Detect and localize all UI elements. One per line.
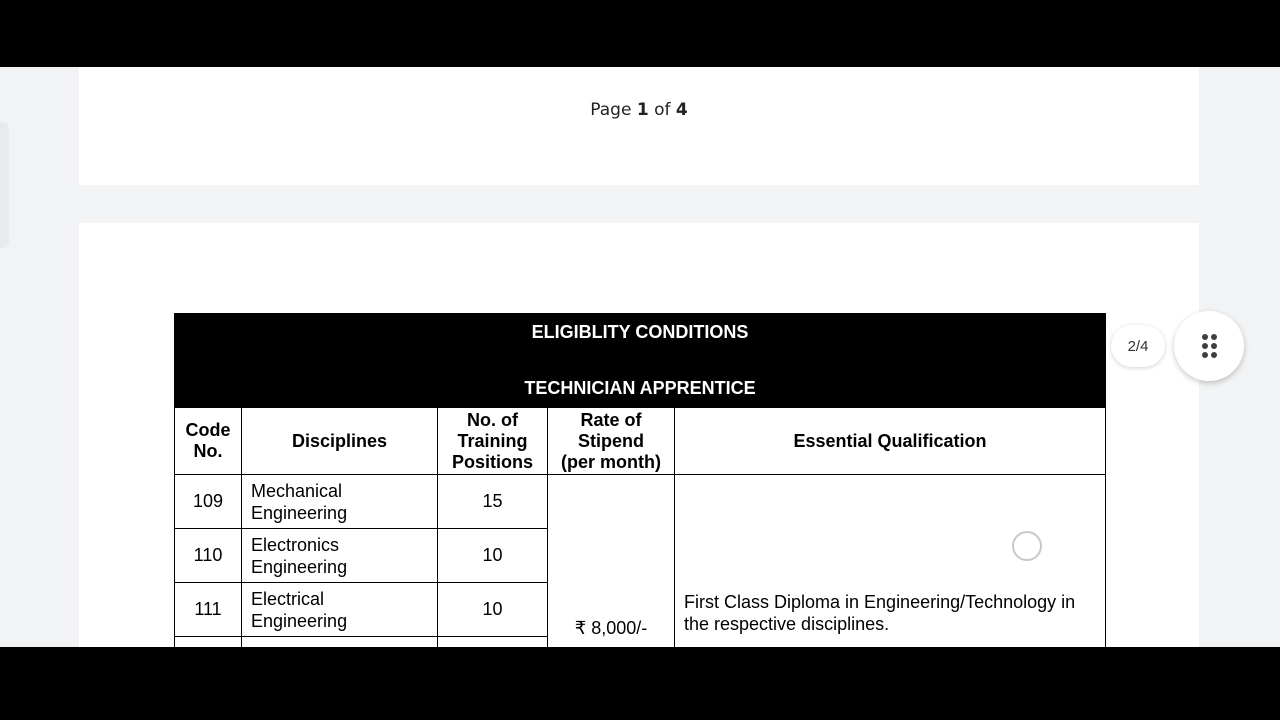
footer-total: 4 — [675, 100, 688, 120]
positions-cell: 10 — [438, 529, 548, 583]
discipline-cell: Mechanical Engineering — [242, 475, 438, 529]
grid-dots-icon — [1202, 334, 1217, 358]
touch-indicator — [1012, 531, 1042, 561]
side-panel-handle[interactable] — [0, 122, 9, 248]
discipline-cell — [242, 637, 438, 648]
column-header-row — [175, 408, 1106, 475]
positions-cell — [438, 637, 548, 648]
code-cell: 109 — [175, 475, 242, 529]
footer-of: of — [648, 100, 676, 120]
header-qualification: Essential Qualification — [675, 408, 1106, 475]
footer-prefix: Page — [590, 100, 637, 120]
positions-cell: 10 — [438, 583, 548, 637]
code-cell: 111 — [175, 583, 242, 637]
page-footer — [79, 100, 1199, 120]
footer-current: 1 — [636, 100, 649, 120]
page-indicator[interactable]: 2/4 — [1111, 325, 1165, 367]
code-cell — [175, 637, 242, 648]
table-title: ELIGIBLITY CONDITIONS — [175, 314, 1106, 363]
positions-cell: 15 — [438, 475, 548, 529]
qualification-cell: First Class Diploma in Engineering/Technology in the respective disciplines. — [675, 475, 1106, 648]
table-subtitle: TECHNICIAN APPRENTICE — [175, 363, 1106, 408]
pdf-page-1 — [79, 67, 1199, 185]
table-row — [175, 475, 1106, 529]
header-disciplines: Disciplines — [242, 408, 438, 475]
discipline-cell: Electrical Engineering — [242, 583, 438, 637]
pdf-page-2 — [79, 223, 1199, 647]
menu-button[interactable] — [1174, 311, 1244, 381]
eligibility-table — [174, 313, 1106, 647]
stipend-cell: ₹ 8,000/- — [548, 475, 675, 648]
header-stipend: Rate of Stipend (per month) — [548, 408, 675, 475]
pdf-viewer[interactable] — [0, 67, 1280, 647]
header-positions: No. of Training Positions — [438, 408, 548, 475]
header-code: Code No. — [175, 408, 242, 475]
discipline-cell: Electronics Engineering — [242, 529, 438, 583]
code-cell: 110 — [175, 529, 242, 583]
